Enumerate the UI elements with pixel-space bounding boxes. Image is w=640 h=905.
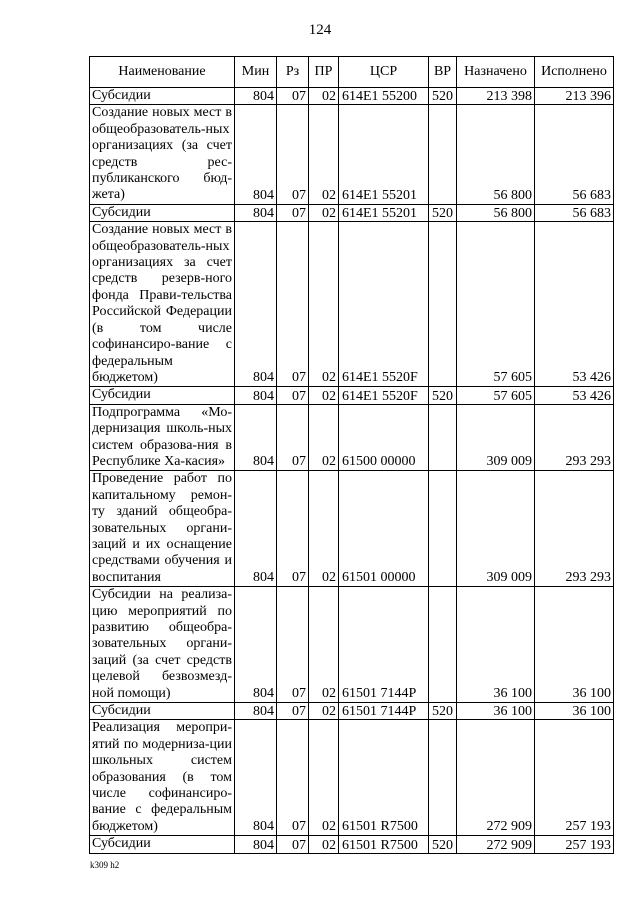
cell-executed: 293 293 [535,471,614,587]
cell-csr: 61501 7144P [339,703,429,720]
cell-min: 804 [235,404,277,471]
cell-min: 804 [235,222,277,387]
cell-assigned: 213 398 [457,88,535,105]
cell-csr: 614E1 55201 [339,105,429,204]
cell-vr: 520 [429,387,457,404]
cell-assigned: 309 009 [457,404,535,471]
table-row [90,471,614,587]
cell-rz: 07 [277,471,309,587]
header-vr: ВР [429,57,457,88]
cell-pr: 02 [309,471,339,587]
cell-min: 804 [235,105,277,204]
cell-min: 804 [235,88,277,105]
cell-csr: 614E1 55201 [339,204,429,221]
cell-rz: 07 [277,836,309,853]
cell-executed: 257 193 [535,720,614,836]
cell-pr: 02 [309,587,339,703]
header-csr: ЦСР [339,57,429,88]
cell-name: Создание новых мест в общеобразователь-ных организациях (за счет средств рес-публиканского бюд-жета) [90,105,235,204]
footer-code: k309 h2 [90,860,120,870]
table-row [90,88,614,105]
cell-min: 804 [235,703,277,720]
header-executed: Исполнено [535,57,614,88]
cell-executed: 293 293 [535,404,614,471]
cell-vr [429,471,457,587]
header-min: Мин [235,57,277,88]
cell-name: Создание новых мест в общеобразователь-ных организациях за счет средств резерв-ного фонда Прави-тельства Российской Федерации (в том числе софинансиро-вание с федеральным бюджетом) [90,222,235,387]
cell-csr: 61501 7144P [339,587,429,703]
cell-min: 804 [235,204,277,221]
cell-min: 804 [235,587,277,703]
cell-pr: 02 [309,720,339,836]
cell-min: 804 [235,836,277,853]
table-row [90,204,614,221]
cell-rz: 07 [277,88,309,105]
table-row [90,836,614,853]
cell-executed: 56 683 [535,105,614,204]
cell-assigned: 36 100 [457,587,535,703]
table-body [90,88,614,854]
cell-rz: 07 [277,404,309,471]
cell-rz: 07 [277,587,309,703]
cell-vr [429,587,457,703]
cell-csr: 61501 00000 [339,471,429,587]
table-row [90,587,614,703]
page-number: 124 [308,22,332,38]
cell-name: Подпрограмма «Мо-дернизация школь-ных систем образова-ния в Республике Ха-касия» [90,404,235,471]
cell-rz: 07 [277,222,309,387]
cell-name: Субсидии [90,703,235,720]
cell-rz: 07 [277,720,309,836]
cell-assigned: 36 100 [457,703,535,720]
cell-name: Субсидии [90,836,235,853]
cell-executed: 36 100 [535,703,614,720]
table-row [90,387,614,404]
cell-pr: 02 [309,703,339,720]
cell-name: Субсидии [90,387,235,404]
cell-assigned: 309 009 [457,471,535,587]
cell-vr [429,720,457,836]
cell-pr: 02 [309,105,339,204]
cell-executed: 213 396 [535,88,614,105]
cell-executed: 56 683 [535,204,614,221]
cell-executed: 53 426 [535,387,614,404]
header-rz: Рз [277,57,309,88]
cell-min: 804 [235,471,277,587]
cell-assigned: 57 605 [457,387,535,404]
header-name: Наименование [90,57,235,88]
cell-assigned: 272 909 [457,720,535,836]
cell-assigned: 57 605 [457,222,535,387]
cell-vr [429,105,457,204]
cell-rz: 07 [277,387,309,404]
cell-pr: 02 [309,404,339,471]
cell-rz: 07 [277,703,309,720]
cell-assigned: 272 909 [457,836,535,853]
table-row [90,105,614,204]
cell-vr: 520 [429,204,457,221]
cell-executed: 257 193 [535,836,614,853]
table-header-row [90,57,614,88]
header-assigned: Назначено [457,57,535,88]
table-row [90,404,614,471]
cell-pr: 02 [309,387,339,404]
budget-table [89,56,614,854]
cell-name: Субсидии на реализа-цию мероприятий по развитию общеобра-зовательных органи-заций (за счет средств целевой безвозмезд-ной помощи) [90,587,235,703]
cell-vr: 520 [429,88,457,105]
cell-name: Проведение работ по капитальному ремон-ту зданий общеобра-зовательных органи-заций и их оснащение средствами обучения и воспитания [90,471,235,587]
cell-rz: 07 [277,105,309,204]
cell-name: Субсидии [90,204,235,221]
cell-csr: 61500 00000 [339,404,429,471]
cell-min: 804 [235,387,277,404]
cell-pr: 02 [309,88,339,105]
cell-name: Реализация меропри-ятий по модерниза-ции школьных систем образования (в том числе софинансиро-вание с федеральным бюджетом) [90,720,235,836]
table-row [90,222,614,387]
cell-pr: 02 [309,222,339,387]
cell-csr: 61501 R7500 [339,720,429,836]
cell-csr: 614E1 5520F [339,222,429,387]
cell-vr [429,404,457,471]
table-row [90,703,614,720]
cell-assigned: 56 800 [457,105,535,204]
cell-executed: 36 100 [535,587,614,703]
table-row [90,720,614,836]
cell-vr [429,222,457,387]
cell-assigned: 56 800 [457,204,535,221]
cell-csr: 614E1 5520F [339,387,429,404]
cell-name: Субсидии [90,88,235,105]
cell-pr: 02 [309,836,339,853]
cell-vr: 520 [429,703,457,720]
cell-min: 804 [235,720,277,836]
cell-csr: 614E1 55200 [339,88,429,105]
cell-rz: 07 [277,204,309,221]
cell-vr: 520 [429,836,457,853]
header-pr: ПР [309,57,339,88]
cell-pr: 02 [309,204,339,221]
cell-executed: 53 426 [535,222,614,387]
cell-csr: 61501 R7500 [339,836,429,853]
